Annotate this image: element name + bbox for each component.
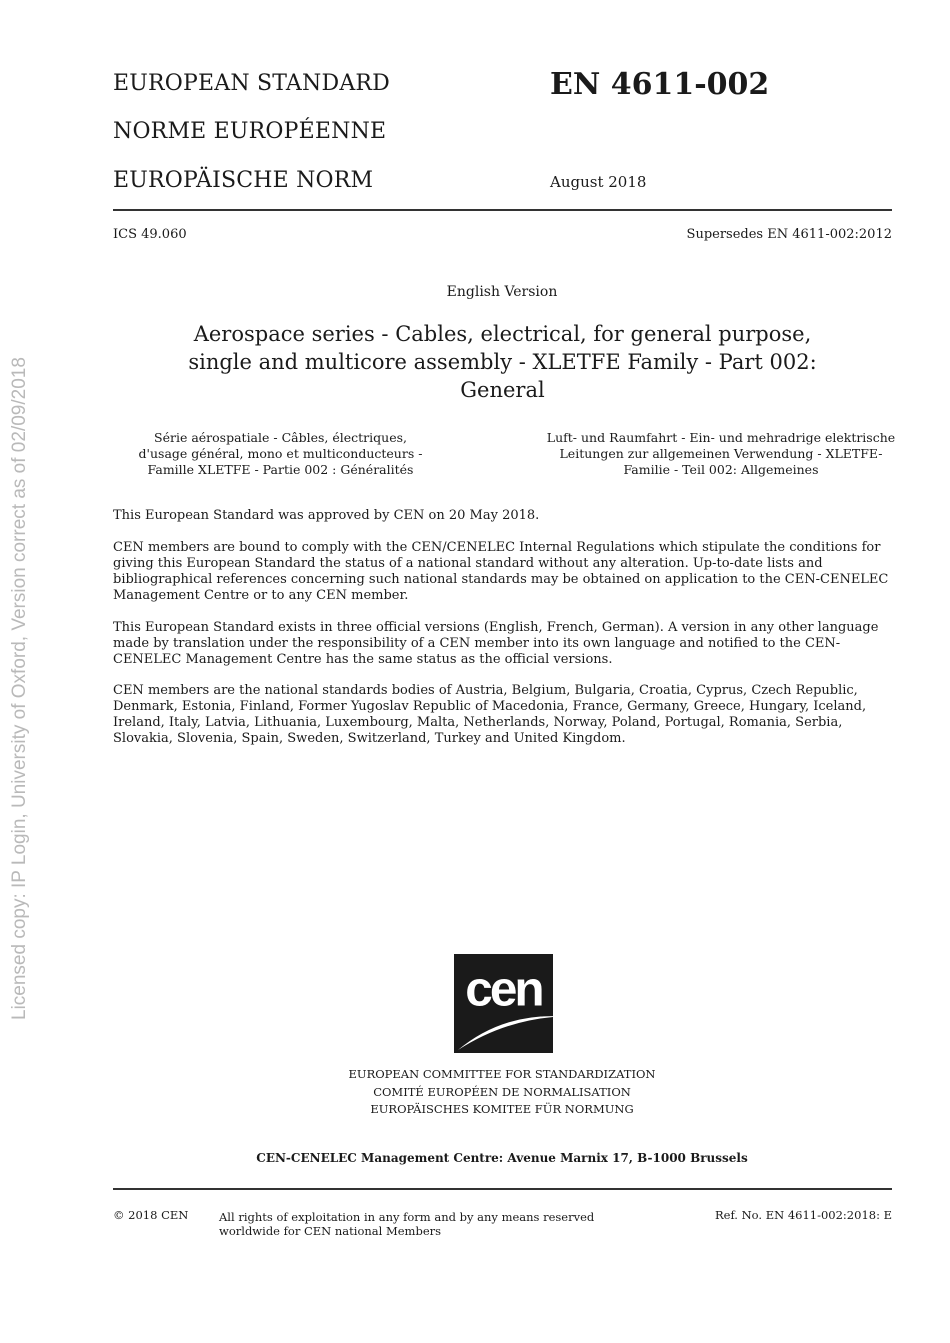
standard-number: EN 4611-002 — [550, 67, 770, 102]
cen-logo-icon — [454, 954, 553, 1053]
supersedes-note: Supersedes EN 4611-002:2012 — [686, 227, 892, 242]
german-title: Luft- und Raumfahrt - Ein- und mehradrige elektrische Leitungen zur allgemeinen Verwendung - XLETFE-Familie - Teil 002: Allgemeines — [546, 430, 896, 477]
cen-logo-text: cen — [465, 961, 542, 1017]
document-title: Aerospace series - Cables, electrical, for general purpose, single and multicore assembly - XLETFE Family - Part 002: General — [188, 322, 817, 402]
standard-name-german: EUROPÄISCHE NORM — [113, 168, 374, 193]
management-centre-address: CEN-CENELEC Management Centre: Avenue Marnix 17, B-1000 Brussels — [256, 1151, 748, 1165]
publication-date: August 2018 — [550, 173, 647, 191]
license-watermark: Licensed copy: IP Login, University of Oxford, Version correct as of 02/09/2018 — [9, 357, 30, 1020]
header-divider — [113, 209, 892, 211]
committee-name-german: EUROPÄISCHES KOMITEE FÜR NORMUNG — [370, 1102, 634, 1116]
copyright-notice: © 2018 CEN — [113, 1208, 189, 1222]
committee-name-french: COMITÉ EUROPÉEN DE NORMALISATION — [373, 1085, 631, 1099]
ics-code: ICS 49.060 — [113, 227, 187, 242]
committee-name-english: EUROPEAN COMMITTEE FOR STANDARDIZATION — [348, 1067, 656, 1081]
regulations-paragraph: CEN members are bound to comply with the CEN/CENELEC Internal Regulations which stipulate the conditions for giving this European Standard the status of a national standard without any alteration. Up-to-date lists and bibliographical references concerning such national standards may be obtained on application to the CEN-CENELEC Management Centre or to any CEN member. — [113, 540, 889, 603]
versions-paragraph: This European Standard exists in three official versions (English, French, German). A version in any other language made by translation under the responsibility of a CEN member into its own language and notified to the CEN-CENELEC Management Centre has the same status as the official versions. — [113, 620, 879, 667]
footer-divider — [113, 1188, 892, 1190]
rights-notice: All rights of exploitation in any form and by any means reserved worldwide for CEN national Members — [219, 1210, 595, 1238]
standard-name-french: NORME EUROPÉENNE — [113, 119, 387, 144]
members-paragraph: CEN members are the national standards bodies of Austria, Belgium, Bulgaria, Croatia, Cyprus, Czech Republic, Denmark, Estonia, Finland, Former Yugoslav Republic of Macedonia, France, Germany, Greece, Hungary, Iceland, Ireland, Italy, Latvia, Lithuania, Luxembourg, Malta, Netherlands, Norway, Poland, Portugal, Romania, Serbia, Slovakia, Slovenia, Spain, Sweden, Switzerland, Turkey and United Kingdom. — [113, 683, 867, 746]
version-label: English Version — [446, 284, 558, 300]
approval-paragraph: This European Standard was approved by CEN on 20 May 2018. — [113, 508, 540, 523]
french-title: Série aérospatiale - Câbles, électriques, d'usage général, mono et multiconducteurs - Famille XLETFE - Partie 002 : Généralités — [138, 430, 423, 477]
standard-name-english: EUROPEAN STANDARD — [113, 71, 391, 96]
reference-number: Ref. No. EN 4611-002:2018: E — [715, 1208, 892, 1222]
